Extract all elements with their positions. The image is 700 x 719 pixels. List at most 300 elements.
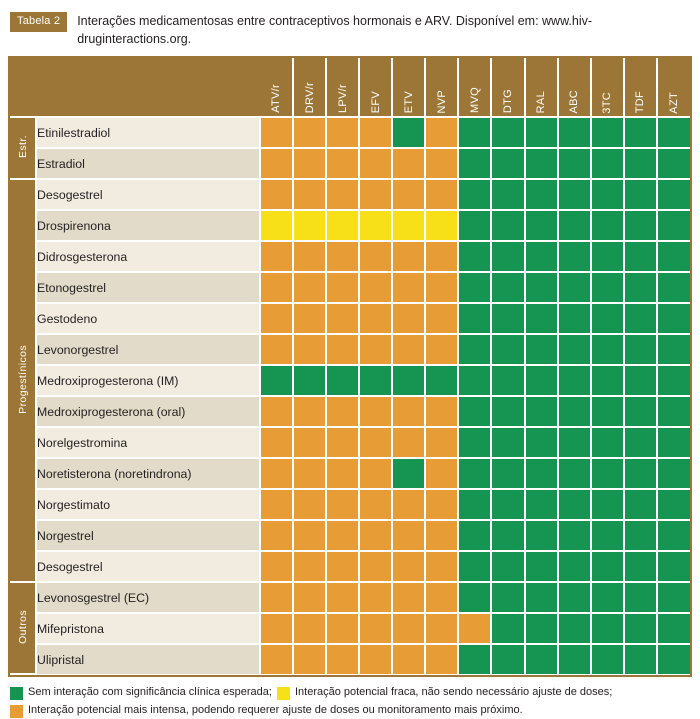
column-header — [525, 58, 558, 117]
interaction-cell — [359, 117, 392, 148]
interaction-cell — [293, 303, 326, 334]
table-header-row — [10, 58, 690, 117]
row-group-label — [10, 179, 36, 582]
interaction-cell — [392, 179, 425, 210]
interaction-cell — [657, 551, 690, 582]
interaction-cell — [624, 582, 657, 613]
interaction-cell — [558, 427, 591, 458]
interaction-cell — [359, 396, 392, 427]
column-header — [392, 58, 425, 117]
interaction-cell — [326, 241, 359, 272]
interaction-cell — [591, 458, 624, 489]
interaction-cell — [525, 396, 558, 427]
interaction-cell — [260, 303, 293, 334]
interaction-table — [8, 56, 692, 677]
interaction-cell — [558, 179, 591, 210]
legend-text: Interação potencial mais intensa, podendo requerer ajuste de doses ou monitoramento mais próximo. — [28, 704, 523, 717]
interaction-cell — [425, 551, 458, 582]
interaction-cell — [657, 334, 690, 365]
interaction-cell — [326, 489, 359, 520]
interaction-cell — [491, 520, 524, 551]
interaction-cell — [326, 427, 359, 458]
drug-name-cell: Desogestrel — [36, 551, 260, 582]
table-row — [10, 551, 690, 582]
interaction-cell — [591, 303, 624, 334]
table-row — [10, 644, 690, 674]
interaction-cell — [657, 365, 690, 396]
interaction-cell — [591, 272, 624, 303]
interaction-cell — [491, 458, 524, 489]
column-header — [293, 58, 326, 117]
interaction-cell — [657, 644, 690, 674]
interaction-cell — [260, 582, 293, 613]
interaction-cell — [392, 551, 425, 582]
interaction-cell — [491, 613, 524, 644]
interaction-cell — [558, 551, 591, 582]
interaction-cell — [260, 396, 293, 427]
interaction-cell — [392, 427, 425, 458]
interaction-cell — [326, 644, 359, 674]
interaction-cell — [359, 582, 392, 613]
interaction-cell — [657, 489, 690, 520]
interaction-cell — [458, 303, 491, 334]
interaction-cell — [591, 148, 624, 179]
interaction-cell — [458, 241, 491, 272]
interaction-cell — [260, 117, 293, 148]
drug-name-cell: Etonogestrel — [36, 272, 260, 303]
interaction-cell — [326, 396, 359, 427]
interaction-cell — [260, 613, 293, 644]
interaction-cell — [425, 489, 458, 520]
drug-name-cell: Didrosgesterona — [36, 241, 260, 272]
drug-name-cell: Levonorgestrel — [36, 334, 260, 365]
interaction-cell — [591, 613, 624, 644]
interaction-cell — [591, 334, 624, 365]
column-header — [458, 58, 491, 117]
interaction-cell — [359, 520, 392, 551]
interaction-cell — [657, 613, 690, 644]
interaction-cell — [591, 365, 624, 396]
interaction-cell — [326, 520, 359, 551]
column-header-label: EFV — [369, 90, 382, 114]
interaction-cell — [326, 303, 359, 334]
interaction-cell — [425, 272, 458, 303]
interaction-cell — [326, 334, 359, 365]
interaction-cell — [359, 272, 392, 303]
interaction-cell — [293, 582, 326, 613]
interaction-cell — [260, 365, 293, 396]
interaction-cell — [591, 396, 624, 427]
interaction-cell — [293, 489, 326, 520]
interaction-cell — [491, 582, 524, 613]
interaction-cell — [260, 520, 293, 551]
table-row — [10, 520, 690, 551]
interaction-cell — [591, 489, 624, 520]
interaction-cell — [491, 644, 524, 674]
legend-swatch-orange — [10, 705, 23, 718]
table-row — [10, 582, 690, 613]
interaction-cell — [458, 365, 491, 396]
interaction-cell — [591, 644, 624, 674]
interaction-cell — [359, 334, 392, 365]
interaction-cell — [392, 241, 425, 272]
interaction-cell — [359, 644, 392, 674]
interaction-cell — [591, 427, 624, 458]
interaction-cell — [359, 365, 392, 396]
table-row — [10, 458, 690, 489]
column-header-label: DTG — [501, 89, 514, 114]
interaction-cell — [657, 520, 690, 551]
interaction-cell — [558, 458, 591, 489]
drug-name-cell: Norelgestromina — [36, 427, 260, 458]
interaction-cell — [657, 396, 690, 427]
interaction-cell — [425, 241, 458, 272]
interaction-cell — [425, 148, 458, 179]
interaction-cell — [591, 551, 624, 582]
interaction-cell — [425, 117, 458, 148]
column-header — [491, 58, 524, 117]
interaction-cell — [525, 334, 558, 365]
interaction-cell — [657, 179, 690, 210]
interaction-cell — [525, 241, 558, 272]
interaction-cell — [293, 148, 326, 179]
interaction-cell — [293, 272, 326, 303]
interaction-cell — [491, 117, 524, 148]
table-row — [10, 148, 690, 179]
table-row — [10, 334, 690, 365]
row-group-label-text: Estr. — [16, 135, 29, 159]
interaction-cell — [657, 427, 690, 458]
drug-name-cell: Norgestimato — [36, 489, 260, 520]
interaction-cell — [525, 303, 558, 334]
interaction-cell — [624, 117, 657, 148]
column-header — [657, 58, 690, 117]
interaction-cell — [657, 458, 690, 489]
interaction-cell — [425, 613, 458, 644]
table-row — [10, 396, 690, 427]
table-row — [10, 241, 690, 272]
interaction-cell — [491, 303, 524, 334]
interaction-cell — [425, 334, 458, 365]
interaction-cell — [425, 396, 458, 427]
interaction-cell — [491, 148, 524, 179]
column-header — [624, 58, 657, 117]
interaction-cell — [326, 365, 359, 396]
interaction-cell — [326, 582, 359, 613]
column-header — [326, 58, 359, 117]
interaction-cell — [657, 241, 690, 272]
column-header-label: DRV/r — [303, 82, 316, 114]
interaction-cell — [458, 117, 491, 148]
legend-line-primary — [10, 685, 692, 701]
interaction-cell — [392, 148, 425, 179]
interaction-cell — [491, 241, 524, 272]
interaction-cell — [458, 644, 491, 674]
header-corner-group — [10, 58, 36, 117]
interaction-cell — [293, 427, 326, 458]
interaction-cell — [425, 210, 458, 241]
interaction-cell — [425, 179, 458, 210]
interaction-cell — [558, 582, 591, 613]
interaction-cell — [392, 334, 425, 365]
column-header-label: AZT — [667, 91, 680, 114]
interaction-cell — [525, 365, 558, 396]
drug-name-cell: Mifepristona — [36, 613, 260, 644]
interaction-cell — [558, 365, 591, 396]
figure-caption — [8, 10, 692, 56]
table-row — [10, 117, 690, 148]
interaction-cell — [458, 272, 491, 303]
drug-name-cell: Desogestrel — [36, 179, 260, 210]
caption-text: Interações medicamentosas entre contraceptivos hormonais e ARV. Disponível em: www.hiv-druginteractions.org. — [77, 14, 593, 47]
interaction-cell — [525, 117, 558, 148]
interaction-cell — [525, 179, 558, 210]
interaction-cell — [525, 520, 558, 551]
row-group-label-text: Outros — [16, 609, 29, 644]
drug-name-cell: Levonosgestrel (EC) — [36, 582, 260, 613]
interaction-cell — [359, 303, 392, 334]
interaction-cell — [359, 210, 392, 241]
interaction-cell — [260, 458, 293, 489]
column-header — [260, 58, 293, 117]
interaction-cell — [326, 613, 359, 644]
interaction-cell — [326, 148, 359, 179]
interaction-cell — [293, 241, 326, 272]
interaction-cell — [392, 303, 425, 334]
interaction-cell — [624, 427, 657, 458]
interaction-cell — [458, 334, 491, 365]
interaction-cell — [624, 210, 657, 241]
interaction-cell — [525, 427, 558, 458]
column-header — [359, 58, 392, 117]
interaction-cell — [425, 582, 458, 613]
interaction-cell — [624, 179, 657, 210]
row-group-label — [10, 117, 36, 179]
table-row — [10, 179, 690, 210]
interaction-cell — [525, 644, 558, 674]
interaction-cell — [293, 644, 326, 674]
interaction-cell — [525, 489, 558, 520]
interaction-cell — [458, 210, 491, 241]
interaction-cell — [293, 179, 326, 210]
column-header-label: ETV — [402, 90, 415, 114]
drug-name-cell: Medroxiprogesterona (oral) — [36, 396, 260, 427]
interaction-cell — [359, 148, 392, 179]
table-row — [10, 613, 690, 644]
interaction-cell — [491, 179, 524, 210]
interaction-cell — [624, 458, 657, 489]
interaction-cell — [260, 210, 293, 241]
interaction-cell — [591, 179, 624, 210]
interaction-cell — [657, 117, 690, 148]
interaction-cell — [260, 179, 293, 210]
interaction-cell — [359, 241, 392, 272]
table-row — [10, 303, 690, 334]
interaction-cell — [624, 272, 657, 303]
interaction-cell — [392, 458, 425, 489]
interaction-cell — [359, 489, 392, 520]
interaction-cell — [558, 520, 591, 551]
column-header-label: TDF — [634, 90, 647, 114]
interaction-cell — [326, 117, 359, 148]
interaction-cell — [525, 582, 558, 613]
interaction-cell — [293, 396, 326, 427]
interaction-cell — [293, 117, 326, 148]
column-header-label: ABC — [568, 89, 581, 114]
interaction-cell — [392, 117, 425, 148]
interaction-cell — [260, 334, 293, 365]
drug-name-cell: Noretisterona (noretindrona) — [36, 458, 260, 489]
header-corner-drug — [36, 58, 260, 117]
interaction-cell — [558, 334, 591, 365]
interaction-cell — [624, 613, 657, 644]
interaction-cell — [558, 210, 591, 241]
interaction-cell — [458, 551, 491, 582]
column-header-label: RAL — [535, 90, 548, 114]
column-header — [558, 58, 591, 117]
table-row — [10, 365, 690, 396]
interaction-cell — [392, 396, 425, 427]
interaction-cell — [558, 396, 591, 427]
interaction-cell — [591, 582, 624, 613]
interaction-cell — [491, 210, 524, 241]
interaction-cell — [624, 396, 657, 427]
interaction-cell — [525, 551, 558, 582]
drug-name-cell: Gestodeno — [36, 303, 260, 334]
interaction-cell — [558, 303, 591, 334]
interaction-cell — [425, 644, 458, 674]
interaction-cell — [293, 365, 326, 396]
interaction-cell — [392, 613, 425, 644]
interaction-cell — [491, 551, 524, 582]
interaction-cell — [326, 179, 359, 210]
interaction-cell — [558, 644, 591, 674]
interaction-cell — [458, 458, 491, 489]
interaction-cell — [591, 117, 624, 148]
interaction-cell — [359, 613, 392, 644]
column-header-label: ATV/r — [270, 84, 283, 114]
interaction-cell — [293, 458, 326, 489]
interaction-cell — [624, 241, 657, 272]
interaction-cell — [392, 520, 425, 551]
interaction-cell — [293, 334, 326, 365]
interaction-cell — [326, 551, 359, 582]
interaction-cell — [425, 365, 458, 396]
interaction-cell — [657, 210, 690, 241]
interaction-cell — [491, 334, 524, 365]
interaction-cell — [525, 148, 558, 179]
interaction-cell — [624, 334, 657, 365]
interaction-cell — [293, 520, 326, 551]
table-row — [10, 210, 690, 241]
row-group-label — [10, 582, 36, 674]
interaction-cell — [293, 551, 326, 582]
interaction-cell — [458, 427, 491, 458]
interaction-cell — [326, 210, 359, 241]
interaction-cell — [260, 551, 293, 582]
interaction-cell — [260, 644, 293, 674]
interaction-cell — [359, 179, 392, 210]
table-row — [10, 489, 690, 520]
interaction-cell — [558, 613, 591, 644]
interaction-cell — [624, 644, 657, 674]
interaction-cell — [260, 148, 293, 179]
interaction-cell — [293, 613, 326, 644]
legend — [8, 685, 692, 719]
legend-swatch-yellow — [277, 687, 290, 700]
interaction-cell — [425, 427, 458, 458]
interaction-cell — [657, 303, 690, 334]
interaction-cell — [392, 489, 425, 520]
drug-name-cell: Estradiol — [36, 148, 260, 179]
interaction-cell — [392, 365, 425, 396]
interaction-cell — [260, 489, 293, 520]
legend-swatch-green — [10, 687, 23, 700]
legend-text: Sem interação com significância clínica esperada; — [28, 686, 272, 699]
interaction-cell — [624, 520, 657, 551]
interaction-cell — [624, 551, 657, 582]
interaction-cell — [260, 427, 293, 458]
interaction-cell — [359, 458, 392, 489]
interaction-cell — [591, 241, 624, 272]
interaction-cell — [558, 148, 591, 179]
interaction-cell — [425, 303, 458, 334]
interaction-cell — [392, 582, 425, 613]
interaction-cell — [657, 582, 690, 613]
interaction-cell — [558, 272, 591, 303]
interaction-cell — [458, 396, 491, 427]
row-group-label-text: Progestínicos — [16, 344, 29, 414]
legend-text: Interação potencial fraca, não sendo necessário ajuste de doses; — [294, 686, 613, 699]
drug-name-cell: Norgestrel — [36, 520, 260, 551]
interaction-cell — [657, 272, 690, 303]
interaction-cell — [392, 272, 425, 303]
caption-tag: Tabela 2 — [10, 12, 67, 32]
interaction-cell — [458, 179, 491, 210]
drug-name-cell: Etinilestradiol — [36, 117, 260, 148]
column-header — [591, 58, 624, 117]
interaction-cell — [359, 427, 392, 458]
interaction-cell — [525, 613, 558, 644]
interaction-cell — [260, 241, 293, 272]
legend-line-secondary — [10, 703, 692, 719]
interaction-cell — [293, 210, 326, 241]
interaction-cell — [458, 489, 491, 520]
drug-name-cell: Medroxiprogesterona (IM) — [36, 365, 260, 396]
interaction-cell — [425, 520, 458, 551]
column-header-label: MVQ — [468, 87, 481, 114]
interaction-cell — [624, 489, 657, 520]
interaction-cell — [491, 272, 524, 303]
interaction-cell — [326, 458, 359, 489]
column-header-label: 3TC — [601, 91, 614, 114]
interaction-cell — [458, 148, 491, 179]
interaction-cell — [591, 520, 624, 551]
interaction-cell — [657, 148, 690, 179]
drug-name-cell: Drospirenona — [36, 210, 260, 241]
interaction-cell — [525, 458, 558, 489]
interaction-cell — [558, 489, 591, 520]
interaction-cell — [458, 520, 491, 551]
interaction-cell — [558, 117, 591, 148]
interaction-cell — [591, 210, 624, 241]
interaction-cell — [425, 458, 458, 489]
interaction-cell — [624, 303, 657, 334]
table-row — [10, 427, 690, 458]
interaction-cell — [458, 582, 491, 613]
interaction-cell — [491, 489, 524, 520]
interaction-cell — [558, 241, 591, 272]
